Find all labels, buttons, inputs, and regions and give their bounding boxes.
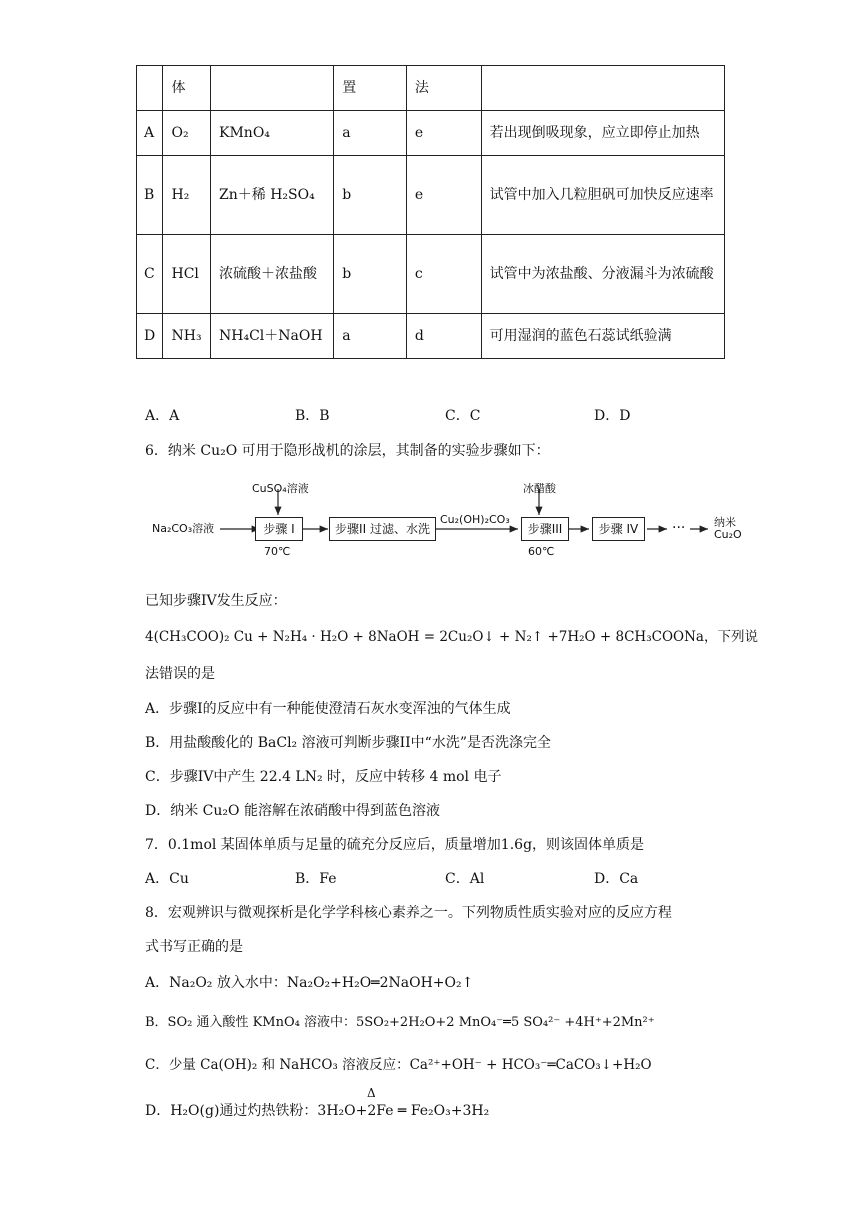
- note-cell: 可用湿润的蓝色石蕊试纸验满: [481, 314, 724, 359]
- delta-symbol: Δ: [367, 1086, 376, 1100]
- q6-equation-cont: 法错误的是: [145, 666, 215, 682]
- flow-step2: 步骤II 过滤、水洗: [329, 517, 436, 541]
- q7-option-a: A．Cu: [145, 871, 189, 887]
- table-cell: 体: [163, 66, 211, 111]
- apparatus-cell: a: [334, 111, 407, 156]
- collect-cell: d: [406, 314, 481, 359]
- q6-option-d: D．纳米 Cu₂O 能溶解在浓硝酸中得到蓝色溶液: [145, 803, 440, 819]
- collect-cell: c: [406, 235, 481, 314]
- gas-cell: HCl: [163, 235, 211, 314]
- reagent-cell: KMnO₄: [211, 111, 334, 156]
- q7-option-b: B．Fe: [295, 871, 337, 887]
- table-row: [137, 235, 725, 314]
- table-row: [137, 314, 725, 359]
- flow-start: Na₂CO₃溶液: [152, 522, 215, 535]
- gas-cell: H₂: [163, 156, 211, 235]
- table-row: [137, 156, 725, 235]
- q8-option-c: C．少量 Ca(OH)₂ 和 NaHCO₃ 溶液反应：Ca²⁺+OH⁻ + HCO₃⁻═CaCO₃↓+H₂O: [145, 1057, 652, 1073]
- collect-cell: e: [406, 111, 481, 156]
- q8-option-a: A．Na₂O₂ 放入水中：Na₂O₂+H₂O═2NaOH+O₂↑: [145, 975, 474, 991]
- apparatus-cell: b: [334, 235, 407, 314]
- table-cell: [481, 66, 724, 111]
- gas-prep-table: [136, 65, 725, 359]
- q5-option-d: D．D: [594, 408, 631, 424]
- q7-option-d: D．Ca: [594, 871, 639, 887]
- flow-add3: 冰醋酸: [523, 482, 556, 495]
- q5-option-c: C．C: [445, 408, 481, 424]
- q7-option-c: C．Al: [445, 871, 485, 887]
- row-label: A: [137, 111, 163, 156]
- note-cell: 若出现倒吸现象，应立即停止加热: [481, 111, 724, 156]
- flow-temp3: 60℃: [528, 545, 555, 558]
- flow-step1: 步骤 I: [255, 517, 303, 541]
- q8-stem-line2: 式书写正确的是: [145, 939, 243, 955]
- table-cell: [211, 66, 334, 111]
- flow-dots: ···: [672, 520, 686, 536]
- flow-mid: Cu₂(OH)₂CO₃: [440, 513, 510, 526]
- collect-cell: e: [406, 156, 481, 235]
- table-cell: [137, 66, 163, 111]
- flow-step3: 步骤III: [521, 517, 569, 541]
- q7-stem: 7．0.1mol 某固体单质与足量的硫充分反应后，质量增加1.6g，则该固体单质是: [145, 837, 645, 853]
- q8-option-d: D．H₂O(g)通过灼热铁粉：3H₂O+2Fe ═ Fe₂O₃+3H₂: [145, 1103, 490, 1119]
- table-cell: 置: [334, 66, 407, 111]
- q8-stem-line1: 8．宏观辨识与微观探析是化学学科核心素养之一。下列物质性质实验对应的反应方程: [145, 905, 672, 921]
- reagent-cell: NH₄Cl＋NaOH: [211, 314, 334, 359]
- q5-option-b: B．B: [295, 408, 330, 424]
- q5-option-a: A．A: [145, 408, 180, 424]
- table-cell: 法: [406, 66, 481, 111]
- row-label: B: [137, 156, 163, 235]
- flow-end2: Cu₂O: [714, 528, 742, 541]
- flow-add1: CuSO₄溶液: [252, 482, 309, 495]
- apparatus-cell: b: [334, 156, 407, 235]
- flow-temp1: 70℃: [264, 545, 291, 558]
- note-cell: 试管中加入几粒胆矾可加快反应速率: [481, 156, 724, 235]
- q6-equation: 4(CH₃COO)₂ Cu + N₂H₄ · H₂O + 8NaOH = 2Cu₂O↓ + N₂↑ +7H₂O + 8CH₃COONa，下列说: [145, 629, 758, 645]
- table-header-row: [137, 66, 725, 111]
- q6-option-b: B．用盐酸酸化的 BaCl₂ 溶液可判断步骤II中“水洗”是否洗涤完全: [145, 735, 551, 751]
- q6-option-c: C．步骤IV中产生 22.4 LN₂ 时，反应中转移 4 mol 电子: [145, 769, 502, 785]
- row-label: C: [137, 235, 163, 314]
- flow-step4: 步骤 IV: [592, 517, 645, 541]
- apparatus-cell: a: [334, 314, 407, 359]
- reagent-cell: Zn＋稀 H₂SO₄: [211, 156, 334, 235]
- q8-option-b: B．SO₂ 通入酸性 KMnO₄ 溶液中：5SO₂+2H₂O+2 MnO₄⁻═5 SO₄²⁻ +4H⁺+2Mn²⁺: [145, 1015, 655, 1030]
- table-row: [137, 111, 725, 156]
- q6-known: 已知步骤IV发生反应：: [145, 593, 287, 609]
- gas-cell: NH₃: [163, 314, 211, 359]
- flow-end1: 纳米: [714, 516, 736, 529]
- q6-stem: 6．纳米 Cu₂O 可用于隐形战机的涂层，其制备的实验步骤如下：: [145, 443, 550, 459]
- gas-cell: O₂: [163, 111, 211, 156]
- note-cell: 试管中为浓盐酸、分液漏斗为浓硫酸: [481, 235, 724, 314]
- q6-option-a: A．步骤I的反应中有一种能使澄清石灰水变浑浊的气体生成: [145, 701, 511, 717]
- reagent-cell: 浓硫酸＋浓盐酸: [211, 235, 334, 314]
- row-label: D: [137, 314, 163, 359]
